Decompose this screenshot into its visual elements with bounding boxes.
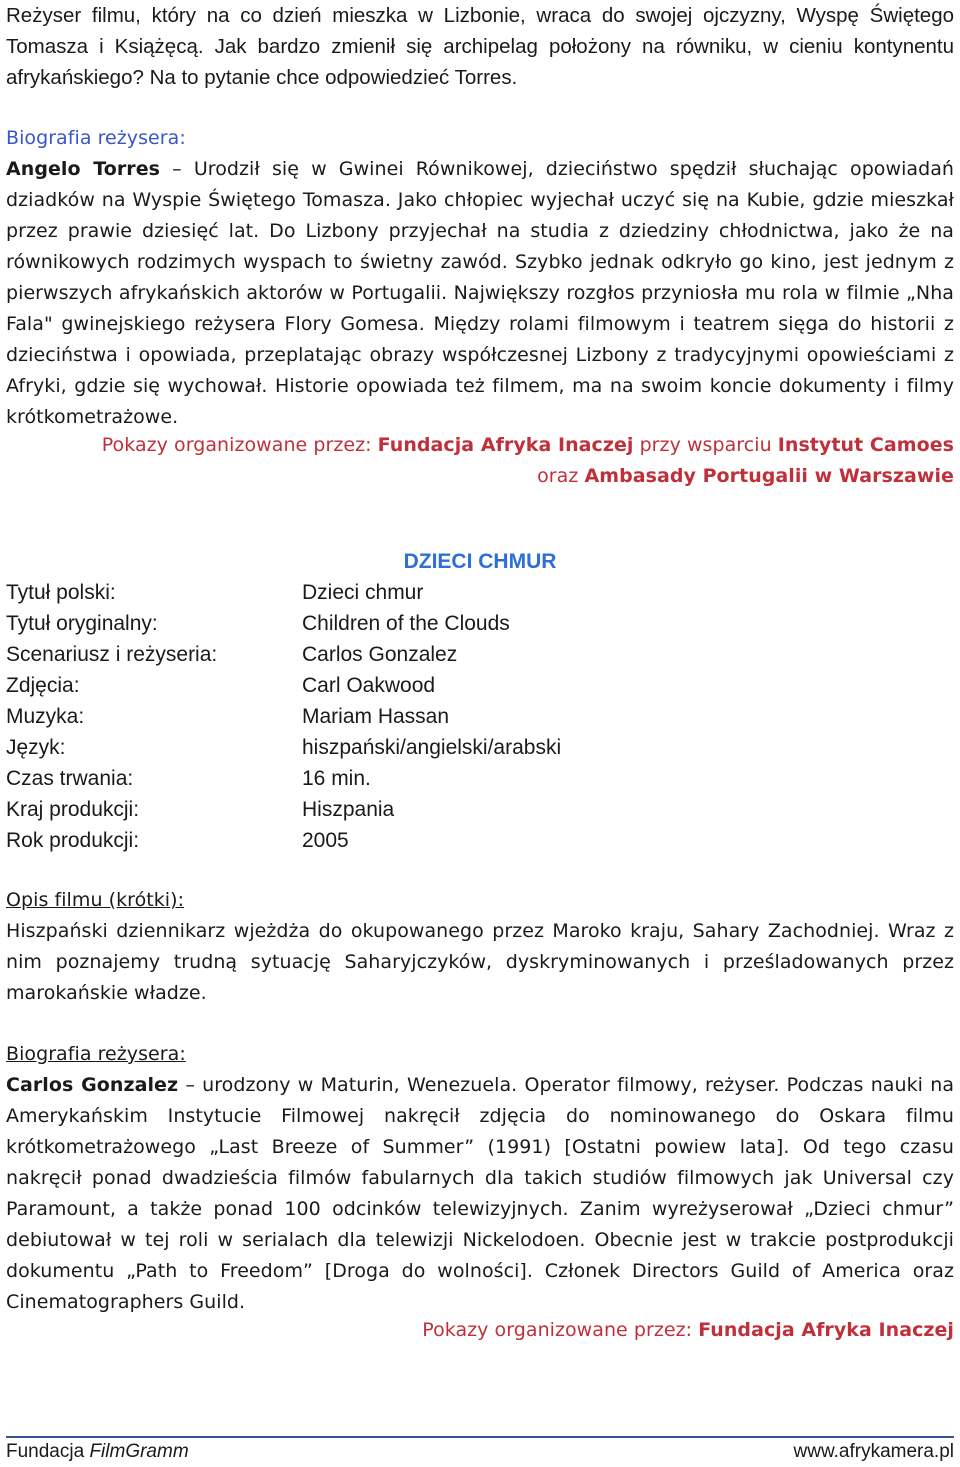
credits-mid: przy wsparciu [633,434,778,456]
bio-heading: Biografia reżysera: [6,127,186,149]
footer [6,1436,954,1463]
info-row [6,670,561,701]
bio-gonzalez [6,1039,954,1318]
info-value: Carlos Gonzalez [302,643,458,666]
info-row [6,577,561,608]
bio-text-2: – urodzony w Maturin, Wenezuela. Operator filmowy, reżyser. Podczas nauki na Amerykańskim Instytucie Filmowej nakręcił zdjęcia do nominowanego do Oskara filmu krótkometrażowego „Last Breeze of Summer” (1991) [Ostatni powiew lata]. Od tego czasu nakręcił ponad dwadzieścia filmów fabularnych dla takich studiów filmowych jak Universal czy Paramount, a także ponad 100 odcinków telewizyjnych. Zanim wyreżyserował „Dzieci chmur” debiutował w tej roli w serialach dla telewizji Nickelodoen. Obecnie jest w trakcie postprodukcji dokumentu „Path to Freedom” [Droga do wolności]. Członek Directors Guild of America oraz Cinematographers Guild. [6,1074,955,1313]
info-row [6,608,561,639]
credits-org-3: Ambasady Portugalii w Warszawie [584,465,954,487]
synopsis-heading: Opis filmu (krótki): [6,889,185,911]
info-label: Rok produkcji: [6,829,140,852]
info-label: Czas trwania: [6,767,134,790]
credits-org-1: Fundacja Afryka Inaczej [377,434,634,456]
info-value: Carl Oakwood [302,674,436,697]
footer-left [6,1441,189,1463]
info-row [6,639,561,670]
info-value: 16 min. [302,767,371,790]
bio-heading-2: Biografia reżysera: [6,1043,186,1065]
info-row [6,794,561,825]
director-name-2: Carlos Gonzalez [6,1074,179,1096]
info-label: Scenariusz i reżyseria: [6,643,218,666]
credits-org-2: Instytut Camoes [777,434,954,456]
synopsis-block [6,885,954,1009]
info-value: hiszpański/angielski/arabski [302,736,562,759]
credits-prefix-2: Pokazy organizowane przez: [422,1319,699,1341]
info-label: Tytuł oryginalny: [6,612,158,635]
info-value: 2005 [302,829,349,852]
footer-org-plain: Fundacja [6,1441,90,1462]
info-row [6,825,561,856]
director-name: Angelo Torres [6,158,161,180]
info-label: Tytuł polski: [6,581,116,604]
info-label: Zdjęcia: [6,674,80,697]
info-value: Children of the Clouds [302,612,510,635]
info-label: Język: [6,736,66,759]
credits-org-4: Fundacja Afryka Inaczej [698,1319,954,1341]
intro-paragraph: Reżyser filmu, który na co dzień mieszka w Lizbonie, wraca do swojej ojczyzny, Wyspę Świętego Tomasza i Książęcą. Jak bardzo zmienił się archipelag położony na równiku, w cieniu kontynentu afrykańskiego? Na to pytanie chce odpowiedzieć Torres. [6,4,954,89]
info-label: Kraj produkcji: [6,798,140,821]
film-info-table [6,577,561,856]
info-value: Hiszpania [302,798,395,821]
info-row [6,701,561,732]
info-row [6,732,561,763]
credits-line2-prefix: oraz [537,465,585,487]
info-value: Dzieci chmur [302,581,424,604]
info-value: Mariam Hassan [302,705,450,728]
info-label: Muzyka: [6,705,85,728]
bio-torres [6,123,954,433]
synopsis-text: Hiszpański dziennikarz wjeżdża do okupowanego przez Maroko kraju, Sahary Zachodniej. Wraz z nim poznajemy trudną sytuację Saharyjczyków, dyskryminowanych i prześladowanych przez marokańskie władze. [6,920,954,1004]
film-title: DZIECI CHMUR [403,550,557,573]
info-row [6,763,561,794]
bio-text: – Urodził się w Gwinei Równikowej, dzieciństwo spędził słuchając opowiadań dziadków na Wyspie Świętego Tomasza. Jako chłopiec wyjechał uczyć się na Kubie, gdzie mieszkał przez prawie dziesięć lat. Do Lizbony przyjechał na studia z dziedziny chłodnictwa, jako że na równikowych rodzimych wyspach to świetny zawód. Szybko jednak odkryło go kino, jest jednym z pierwszych afrykańskich aktorów w Portugalii. Największy rozgłos przyniosła mu rola w filmie „Nha Fala" gwinejskiego reżysera Flory Gomesa. Między rolami filmowym i teatrem sięga do historii z dzieciństwa i opowiada, przeplatając obrazy współczesnej Lizbony z tradycyjnymi opowieściami z Afryki, gdzie się wychował. Historie opowiada też filmem, ma na swoim koncie dokumenty i filmy krótkometrażowe. [6,158,954,428]
credits-prefix: Pokazy organizowane przez: [101,434,378,456]
footer-website-link[interactable]: www.afrykamera.pl [793,1441,954,1462]
credits-block [6,430,954,492]
footer-org-italic: FilmGramm [89,1441,189,1462]
credits-block-2 [6,1315,954,1346]
